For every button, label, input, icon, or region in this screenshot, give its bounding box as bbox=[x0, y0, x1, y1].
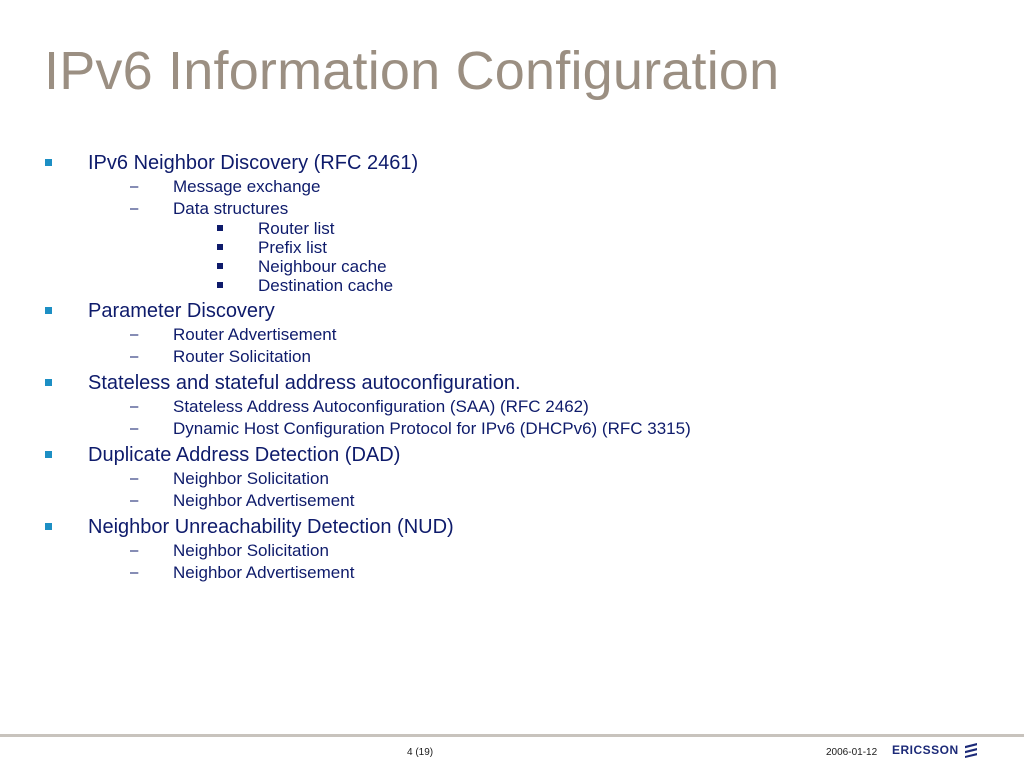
bullet-item bbox=[0, 151, 1000, 175]
sub-sub-bullet-item bbox=[0, 257, 1000, 276]
sub-sub-bullet-item bbox=[0, 219, 1000, 238]
sub-bullet-text: Router Advertisement bbox=[173, 325, 337, 344]
sub-bullet-item bbox=[0, 490, 1000, 511]
sub-sub-bullet-text: Router list bbox=[258, 219, 335, 238]
bullet-text: Duplicate Address Detection (DAD) bbox=[88, 444, 401, 466]
square-bullet-icon bbox=[45, 307, 52, 314]
sub-bullet-text: Neighbor Advertisement bbox=[173, 563, 355, 582]
bullet-text: Stateless and stateful address autoconfiguration. bbox=[88, 372, 521, 394]
square-bullet-icon bbox=[45, 379, 52, 386]
ericsson-logo-icon bbox=[964, 742, 978, 758]
sub-bullet-text: Dynamic Host Configuration Protocol for IPv6 (DHCPv6) (RFC 3315) bbox=[173, 419, 691, 438]
bullet-item bbox=[0, 515, 1000, 539]
sub-bullet-text: Data structures bbox=[173, 199, 289, 218]
bullet-text: Neighbor Unreachability Detection (NUD) bbox=[88, 516, 454, 538]
sub-bullet-item bbox=[0, 324, 1000, 345]
sub-sub-bullet-text: Prefix list bbox=[258, 238, 327, 257]
dash-bullet-icon: – bbox=[130, 398, 139, 415]
sub-bullet-item bbox=[0, 418, 1000, 439]
sub-bullet-text: Stateless Address Autoconfiguration (SAA) (RFC 2462) bbox=[173, 397, 589, 416]
sub-bullet-text: Neighbor Solicitation bbox=[173, 541, 329, 560]
ericsson-logo bbox=[892, 742, 978, 758]
sub-bullet-item bbox=[0, 540, 1000, 561]
dash-bullet-icon: – bbox=[130, 348, 139, 365]
dash-bullet-icon: – bbox=[130, 178, 139, 195]
sub-sub-bullet-text: Neighbour cache bbox=[258, 257, 387, 276]
square-bullet-icon bbox=[45, 451, 52, 458]
bullet-list bbox=[0, 151, 1000, 583]
sub-bullet-item bbox=[0, 176, 1000, 197]
square-bullet-icon bbox=[217, 282, 223, 288]
sub-bullet-item bbox=[0, 468, 1000, 489]
bullet-item bbox=[0, 443, 1000, 467]
sub-sub-bullet-text: Destination cache bbox=[258, 276, 394, 295]
sub-bullet-text: Message exchange bbox=[173, 177, 321, 196]
sub-bullet-item bbox=[0, 346, 1000, 367]
sub-bullet-item bbox=[0, 198, 1000, 219]
square-bullet-icon bbox=[217, 225, 223, 231]
footer-date: 2006-01-12 bbox=[826, 747, 878, 758]
dash-bullet-icon: – bbox=[130, 420, 139, 437]
sub-bullet-text: Neighbor Solicitation bbox=[173, 469, 329, 488]
dash-bullet-icon: – bbox=[130, 564, 139, 581]
bullet-item bbox=[0, 371, 1000, 395]
dash-bullet-icon: – bbox=[130, 470, 139, 487]
bullet-text: Parameter Discovery bbox=[88, 300, 275, 322]
slide-title: IPv6 Information Configuration bbox=[44, 41, 780, 101]
dash-bullet-icon: – bbox=[130, 542, 139, 559]
bullet-text: IPv6 Neighbor Discovery (RFC 2461) bbox=[88, 152, 419, 174]
square-bullet-icon bbox=[45, 523, 52, 530]
sub-bullet-item bbox=[0, 396, 1000, 417]
sub-bullet-text: Neighbor Advertisement bbox=[173, 491, 355, 510]
square-bullet-icon bbox=[217, 263, 223, 269]
sub-sub-bullet-item bbox=[0, 238, 1000, 257]
square-bullet-icon bbox=[217, 244, 223, 250]
sub-sub-bullet-item bbox=[0, 276, 1000, 295]
square-bullet-icon bbox=[45, 159, 52, 166]
dash-bullet-icon: – bbox=[130, 492, 139, 509]
footer-divider bbox=[0, 734, 1024, 737]
logo-wordmark: ERICSSON bbox=[892, 743, 959, 757]
dash-bullet-icon: – bbox=[130, 326, 139, 343]
sub-bullet-item bbox=[0, 562, 1000, 583]
page-number: 4 (19) bbox=[407, 747, 434, 758]
sub-bullet-text: Router Solicitation bbox=[173, 347, 311, 366]
dash-bullet-icon: – bbox=[130, 200, 139, 217]
bullet-item bbox=[0, 299, 1000, 323]
